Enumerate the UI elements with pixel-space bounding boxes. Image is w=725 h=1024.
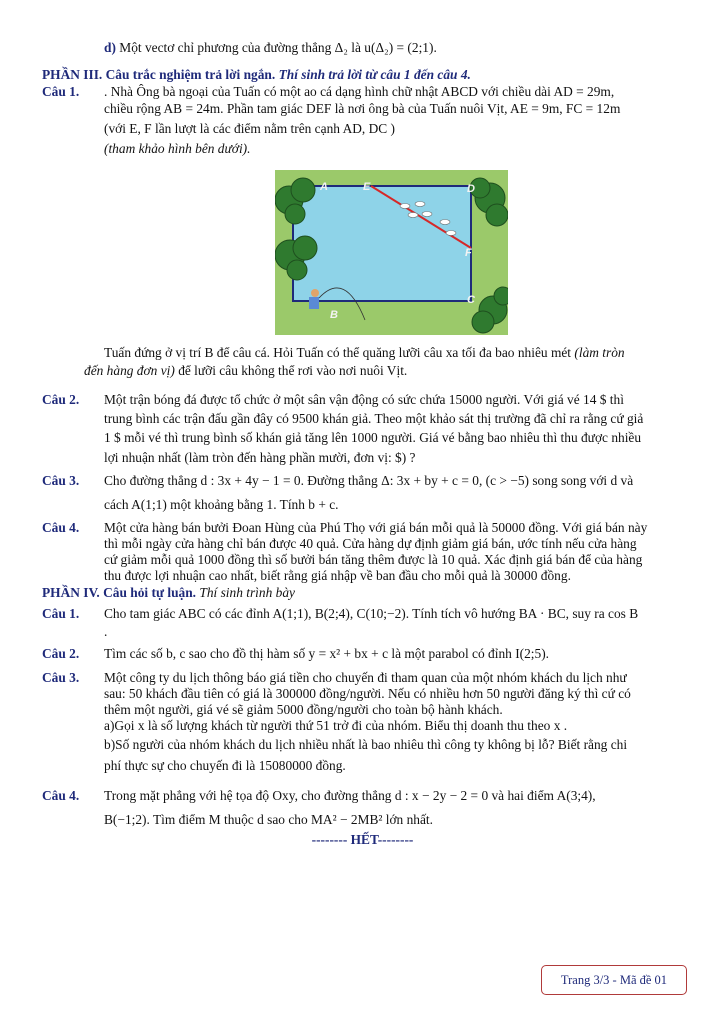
part3-heading bbox=[42, 67, 471, 84]
p4-q3-l3: a)Gọi x là số lượng khách từ người thứ 51 trở đi của nhóm. Biểu thị doanh thu theo x . bbox=[104, 718, 568, 733]
after1-text: Tuấn đứng ở vị trí B để câu cá. Hỏi Tuấn có thể quăng lưỡi câu xa tối đa bao nhiêu mét bbox=[104, 345, 572, 360]
p3-q2-l1: trung bình các trận đấu gần đây có 9500 khán giả. Theo một khảo sát thị trường đã chỉ ra rằng cứ giả bbox=[104, 411, 644, 426]
p3-q1-line2: chiều rộng AB = 24m. Phần tam giác DEF là nơi ông bà của Tuấn nuôi Vịt, AE = 9m, FC = 12m bbox=[104, 101, 621, 116]
p3-q4-l0: Một cửa hàng bán bưởi Đoan Hùng của Phú Thọ với giá bán mỗi quả là 50000 đồng. Với giá bán này bbox=[104, 520, 648, 535]
label-B: B bbox=[330, 309, 338, 321]
p4-q3-l4: b)Số người của nhóm khách du lịch nhiều nhất là bao nhiêu thì công ty không bị lỗ? Biết rằng chi bbox=[104, 737, 628, 752]
p4-q3-label: Câu 3. bbox=[42, 670, 80, 685]
p3-q1-line1: . Nhà Ông bà ngoại của Tuấn có một ao cá dạng hình chữ nhật ABCD với chiều dài AD = 29m, bbox=[104, 84, 615, 99]
p4-q4-l0: Trong mặt phẳng với hệ tọa độ Oxy, cho đường thẳng d : x − 2y − 2 = 0 và hai điểm A(3;4), bbox=[104, 788, 596, 803]
p3-q1-label: Câu 1. bbox=[42, 84, 80, 99]
part3-title: PHẦN III. Câu trắc nghiệm trả lời ngắn. bbox=[42, 67, 276, 82]
pond-rect bbox=[293, 186, 471, 301]
item-text: Một vectơ chỉ phương của đường thẳng Δ₂ là u(Δ₂) = (2;1). bbox=[119, 40, 437, 55]
p4-q3-l2: thêm một người, giá vé sẽ giảm 5000 đồng/người cho toàn bộ hành khách. bbox=[104, 702, 503, 717]
p3-q1-after2 bbox=[84, 363, 407, 380]
p3-q2-l2: 1 $ mỗi vé thì trung bình số khán giả tăng lên 1000 người. Giá vé bằng bao nhiêu thì thu được nhiều bbox=[104, 430, 642, 445]
p3-q2-l3: lợi nhuận nhất (làm tròn đến hàng phần mười, đơn vị: $) ? bbox=[104, 450, 416, 465]
after2-text: để lưỡi câu không thể rơi vào nơi nuôi Vịt. bbox=[178, 363, 408, 378]
item-label: d) bbox=[104, 40, 116, 55]
p3-q3-label: Câu 3. bbox=[42, 473, 80, 488]
part4-note: Thí sinh trình bày bbox=[199, 585, 295, 600]
label-E: E bbox=[363, 181, 371, 193]
p3-q1-after1 bbox=[104, 345, 687, 362]
part4-heading bbox=[42, 585, 295, 602]
part3-note: Thí sinh trả lời từ câu 1 đến câu 4. bbox=[278, 67, 471, 82]
label-D: D bbox=[467, 183, 475, 195]
p3-q1-line3: (với E, F lần lượt là các điểm nằm trên cạnh AD, DC ) bbox=[104, 121, 396, 136]
end-mark: -------- HẾT-------- bbox=[311, 832, 414, 847]
p4-q1-label: Câu 1. bbox=[42, 606, 80, 621]
label-F: F bbox=[465, 247, 472, 259]
top-item bbox=[104, 40, 437, 57]
p4-q4-label: Câu 4. bbox=[42, 788, 80, 803]
p3-q2-l0: Một trận bóng đá được tổ chức ở một sân vận động có sức chứa 15000 người. Với giá vé 14 $ thì bbox=[104, 392, 624, 407]
p3-q1-line4: (tham khảo hình bên dưới). bbox=[104, 141, 251, 156]
p4-q3-l1: sau: 50 khách đầu tiên có giá là 300000 đồng/người. Nếu có nhiều hơn 50 người đăng ký thì cứ có bbox=[104, 686, 631, 701]
p3-q2-label: Câu 2. bbox=[42, 392, 80, 407]
pond-figure bbox=[275, 170, 508, 335]
p3-q4-label: Câu 4. bbox=[42, 520, 80, 535]
p4-q2-l0: Tìm các số b, c sao cho đồ thị hàm số y = x² + bx + c là một parabol có đỉnh I(2;5). bbox=[104, 646, 550, 661]
p3-q4-l1: thì mỗi ngày cửa hàng chỉ bán được 40 quả. Cửa hàng dự định giảm giá bán, ước tính nếu cửa hàng bbox=[104, 536, 637, 551]
p3-q3-l1: cách A(1;1) một khoảng bằng 1. Tính b + c. bbox=[104, 497, 339, 512]
p3-q3-l0: Cho đường thẳng d : 3x + 4y − 1 = 0. Đường thẳng Δ: 3x + by + c = 0, (c > −5) song song với d và bbox=[104, 473, 634, 488]
after1-italic: (làm tròn bbox=[574, 345, 625, 360]
p4-q1-l0: Cho tam giác ABC có các đỉnh A(1;1), B(2;4), C(10;−2). Tính tích vô hướng BA · BC, suy ra cos B bbox=[104, 606, 639, 621]
after2-italic: đến hàng đơn vị) bbox=[84, 363, 175, 378]
p3-q4-l2: cứ giảm mỗi quả 1000 đồng thì số bưởi bán tăng thêm được là 10 quả. Xác định giá bán để của hàng bbox=[104, 552, 643, 567]
p4-q4-l1: B(−1;2). Tìm điểm M thuộc d sao cho MA² − 2MB² lớn nhất. bbox=[104, 812, 434, 827]
page-footer: Trang 3/3 - Mã đề 01 bbox=[541, 965, 687, 995]
p4-q1-l1: . bbox=[104, 624, 108, 639]
p3-q4-l3: thu được lợi nhuận cao nhất, biết rằng giá nhập về ban đầu cho mỗi quả là 30000 đồng. bbox=[104, 568, 571, 583]
p4-q2-label: Câu 2. bbox=[42, 646, 80, 661]
p4-q3-l5: phí thực sự cho chuyến đi là 15080000 đồng. bbox=[104, 758, 346, 773]
label-C: C bbox=[467, 294, 475, 306]
label-A: A bbox=[320, 181, 328, 193]
part4-title: PHẦN IV. Câu hỏi tự luận. bbox=[42, 585, 197, 600]
p4-q3-l0: Một công ty du lịch thông báo giá tiền cho chuyến đi tham quan của một nhóm khách du lịch như bbox=[104, 670, 627, 685]
